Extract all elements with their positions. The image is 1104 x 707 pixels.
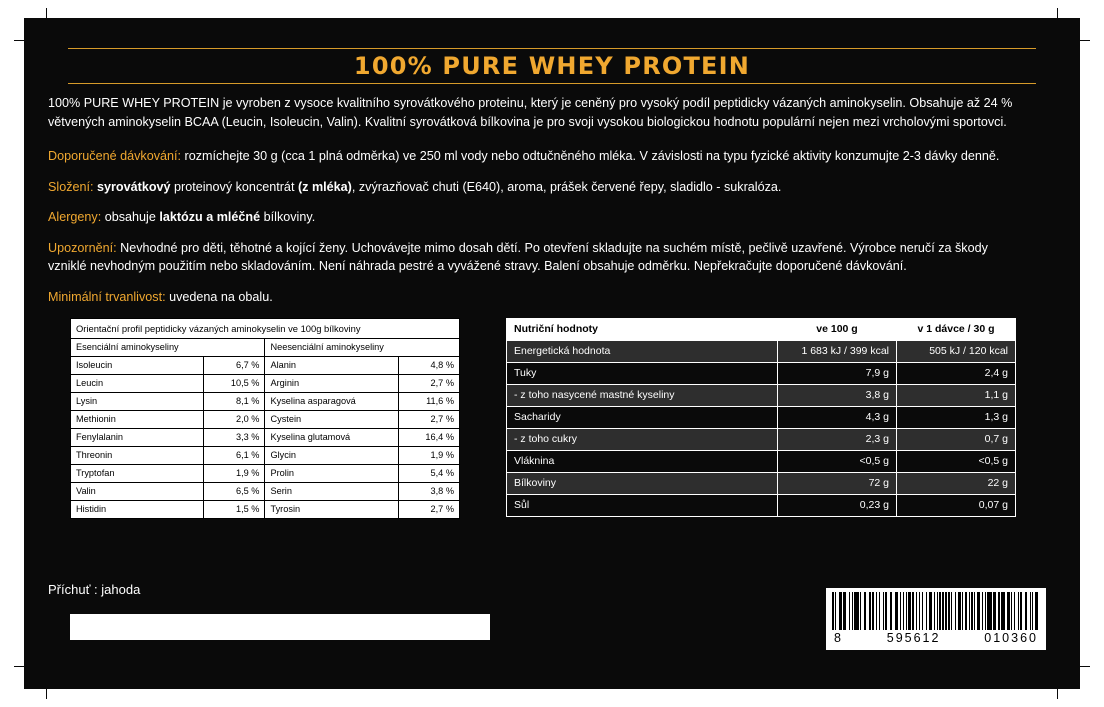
nutrition-row-perdose: 505 kJ / 120 kcal	[897, 341, 1016, 363]
table-row	[71, 429, 460, 447]
nutrition-row-name: Vláknina	[507, 451, 778, 473]
title-rule-top	[68, 48, 1036, 49]
dosage-paragraph	[48, 147, 1028, 166]
amino-acid-table	[70, 318, 460, 519]
table-row	[71, 393, 460, 411]
nutrition-row-perdose: <0,5 g	[897, 451, 1016, 473]
amino-right-value: 2,7 %	[398, 375, 460, 393]
amino-right-value: 3,8 %	[398, 483, 460, 501]
amino-left-name: Methionin	[71, 411, 204, 429]
amino-table-title: Orientační profil peptidicky vázaných aminokyselin ve 100g bílkoviny	[71, 319, 460, 339]
nutrition-row-per100: 3,8 g	[778, 385, 897, 407]
warning-label: Upozornění:	[48, 240, 117, 255]
composition-mid: proteinový koncentrát	[170, 179, 298, 194]
amino-right-value: 11,6 %	[398, 393, 460, 411]
table-row	[507, 473, 1016, 495]
table-row	[71, 357, 460, 375]
composition-bold-2: (z mléka)	[297, 179, 352, 194]
composition-bold-1: syrovátkový	[93, 179, 171, 194]
nutrition-row-per100: 7,9 g	[778, 363, 897, 385]
barcode-left-digit: 8	[834, 631, 843, 645]
table-row	[71, 375, 460, 393]
barcode-digits	[832, 630, 1040, 645]
tables-region	[48, 318, 1056, 518]
nutrition-header-row	[507, 319, 1016, 341]
table-row	[507, 451, 1016, 473]
amino-right-name: Serin	[265, 483, 398, 501]
barcode-bars	[832, 592, 1040, 630]
blank-white-box	[70, 614, 490, 640]
table-row	[507, 407, 1016, 429]
allergens-post: bílkoviny.	[260, 210, 316, 224]
nutrition-header-name: Nutriční hodnoty	[507, 319, 778, 341]
allergens-pre: obsahuje	[101, 210, 160, 224]
table-row	[71, 483, 460, 501]
amino-right-name: Tyrosin	[265, 501, 398, 519]
amino-right-name: Kyselina asparagová	[265, 393, 398, 411]
table-row	[71, 411, 460, 429]
amino-left-value: 6,1 %	[204, 447, 265, 465]
nutrition-row-name: - z toho cukry	[507, 429, 778, 451]
warning-text: Nevhodné pro děti, těhotné a kojící ženy. Uchovávejte mimo dosah dětí. Po otevření skladujte na suchém místě, pečlivě uzavřené. Výrobce neručí za škody vzniklé nevhodným použitím nebo skladováním. Není náhrada pestré a vyvážené stravy. Balení obsahuje odměrku. Nepřekračujte doporučené dávkování.	[48, 240, 988, 273]
nutrition-row-name: Sůl	[507, 495, 778, 517]
amino-table-title-row	[71, 319, 460, 339]
composition-label: Složení:	[48, 179, 94, 194]
label-content	[48, 42, 1056, 667]
nutrition-row-per100: 72 g	[778, 473, 897, 495]
table-row	[507, 341, 1016, 363]
amino-left-name: Lysin	[71, 393, 204, 411]
amino-left-value: 1,5 %	[204, 501, 265, 519]
amino-right-value: 2,7 %	[398, 501, 460, 519]
nutrition-row-name: Sacharidy	[507, 407, 778, 429]
amino-right-name: Kyselina glutamová	[265, 429, 398, 447]
nutrition-row-per100: 0,23 g	[778, 495, 897, 517]
amino-left-value: 3,3 %	[204, 429, 265, 447]
nutrition-row-perdose: 22 g	[897, 473, 1016, 495]
barcode-group-1: 595612	[886, 631, 941, 645]
dosage-text: rozmíchejte 30 g (cca 1 plná odměrka) ve 250 ml vody nebo odtučněného mléka. V závislosti na typu fyzické aktivity konzumujte 2-3 dávky denně.	[181, 149, 1000, 163]
nutrition-row-perdose: 2,4 g	[897, 363, 1016, 385]
nutrition-row-perdose: 1,1 g	[897, 385, 1016, 407]
amino-left-name: Valin	[71, 483, 204, 501]
title-block	[48, 42, 1056, 88]
amino-right-value: 5,4 %	[398, 465, 460, 483]
durability-paragraph	[48, 288, 1028, 307]
barcode-group-2: 010360	[984, 631, 1038, 645]
amino-left-value: 2,0 %	[204, 411, 265, 429]
nutrition-row-perdose: 0,07 g	[897, 495, 1016, 517]
composition-post: , zvýrazňovač chuti (E640), aroma, prášek červené řepy, sladidlo - sukralóza.	[351, 179, 782, 194]
nutrition-row-name: - z toho nasycené mastné kyseliny	[507, 385, 778, 407]
amino-right-name: Glycin	[265, 447, 398, 465]
allergens-bold: laktózu a mléčné	[159, 210, 261, 224]
nutrition-row-per100: 1 683 kJ / 399 kcal	[778, 341, 897, 363]
amino-nonessential-header: Neesenciální aminokyseliny	[265, 339, 460, 357]
amino-right-value: 2,7 %	[398, 411, 460, 429]
amino-left-name: Leucin	[71, 375, 204, 393]
nutrition-row-perdose: 1,3 g	[897, 407, 1016, 429]
durability-text: uvedena na obalu.	[165, 289, 273, 304]
nutrition-header-per100: ve 100 g	[778, 319, 897, 341]
table-row	[507, 495, 1016, 517]
nutrition-row-per100: 4,3 g	[778, 407, 897, 429]
allergens-paragraph	[48, 208, 1028, 227]
warning-paragraph	[48, 239, 1028, 276]
amino-table-header-row	[71, 339, 460, 357]
intro-paragraph: 100% PURE WHEY PROTEIN je vyroben z vysoce kvalitního syrovátkového proteinu, který je ceněný pro vysoký podíl peptidicky vázaných aminokyselin. Obsahuje až 24 % větvených aminokyselin BCAA (Leucin, Isoleucin, Valin). Kvalitní syrovátková bílkovina je pro svoji vysokou biologickou hodnotu populární nejen mezi vrcholovými sportovci.	[48, 96, 1013, 129]
amino-left-name: Threonin	[71, 447, 204, 465]
nutrition-row-per100: <0,5 g	[778, 451, 897, 473]
table-row	[71, 447, 460, 465]
nutrition-header-perdose: v 1 dávce / 30 g	[897, 319, 1016, 341]
table-row	[507, 363, 1016, 385]
amino-left-value: 6,5 %	[204, 483, 265, 501]
amino-right-name: Alanin	[265, 357, 398, 375]
title-rule-bottom	[68, 83, 1036, 84]
amino-left-value: 8,1 %	[204, 393, 265, 411]
page-title: 100% PURE WHEY PROTEIN	[353, 52, 751, 80]
dosage-label: Doporučené dávkování:	[48, 149, 182, 163]
table-row	[71, 465, 460, 483]
nutrition-table	[506, 318, 1016, 517]
amino-left-value: 6,7 %	[204, 357, 265, 375]
amino-right-value: 4,8 %	[398, 357, 460, 375]
table-row	[71, 501, 460, 519]
nutrition-row-name: Tuky	[507, 363, 778, 385]
table-row	[507, 385, 1016, 407]
nutrition-row-name: Bílkoviny	[507, 473, 778, 495]
nutrition-row-name: Energetická hodnota	[507, 341, 778, 363]
composition-paragraph	[48, 178, 1028, 197]
flavour-text: Příchuť : jahoda	[48, 582, 141, 597]
amino-right-name: Cystein	[265, 411, 398, 429]
amino-left-name: Tryptofan	[71, 465, 204, 483]
amino-right-value: 1,9 %	[398, 447, 460, 465]
amino-right-name: Arginin	[265, 375, 398, 393]
table-row	[507, 429, 1016, 451]
allergens-label: Alergeny:	[48, 210, 102, 224]
amino-left-name: Fenylalanin	[71, 429, 204, 447]
durability-label: Minimální trvanlivost:	[48, 289, 166, 304]
nutrition-row-per100: 2,3 g	[778, 429, 897, 451]
amino-left-name: Histidin	[71, 501, 204, 519]
nutrition-row-perdose: 0,7 g	[897, 429, 1016, 451]
amino-right-value: 16,4 %	[398, 429, 460, 447]
amino-right-name: Prolin	[265, 465, 398, 483]
barcode	[826, 588, 1046, 650]
amino-left-name: Isoleucin	[71, 357, 204, 375]
amino-left-value: 1,9 %	[204, 465, 265, 483]
amino-left-value: 10,5 %	[204, 375, 265, 393]
amino-essential-header: Esenciální aminokyseliny	[71, 339, 265, 357]
